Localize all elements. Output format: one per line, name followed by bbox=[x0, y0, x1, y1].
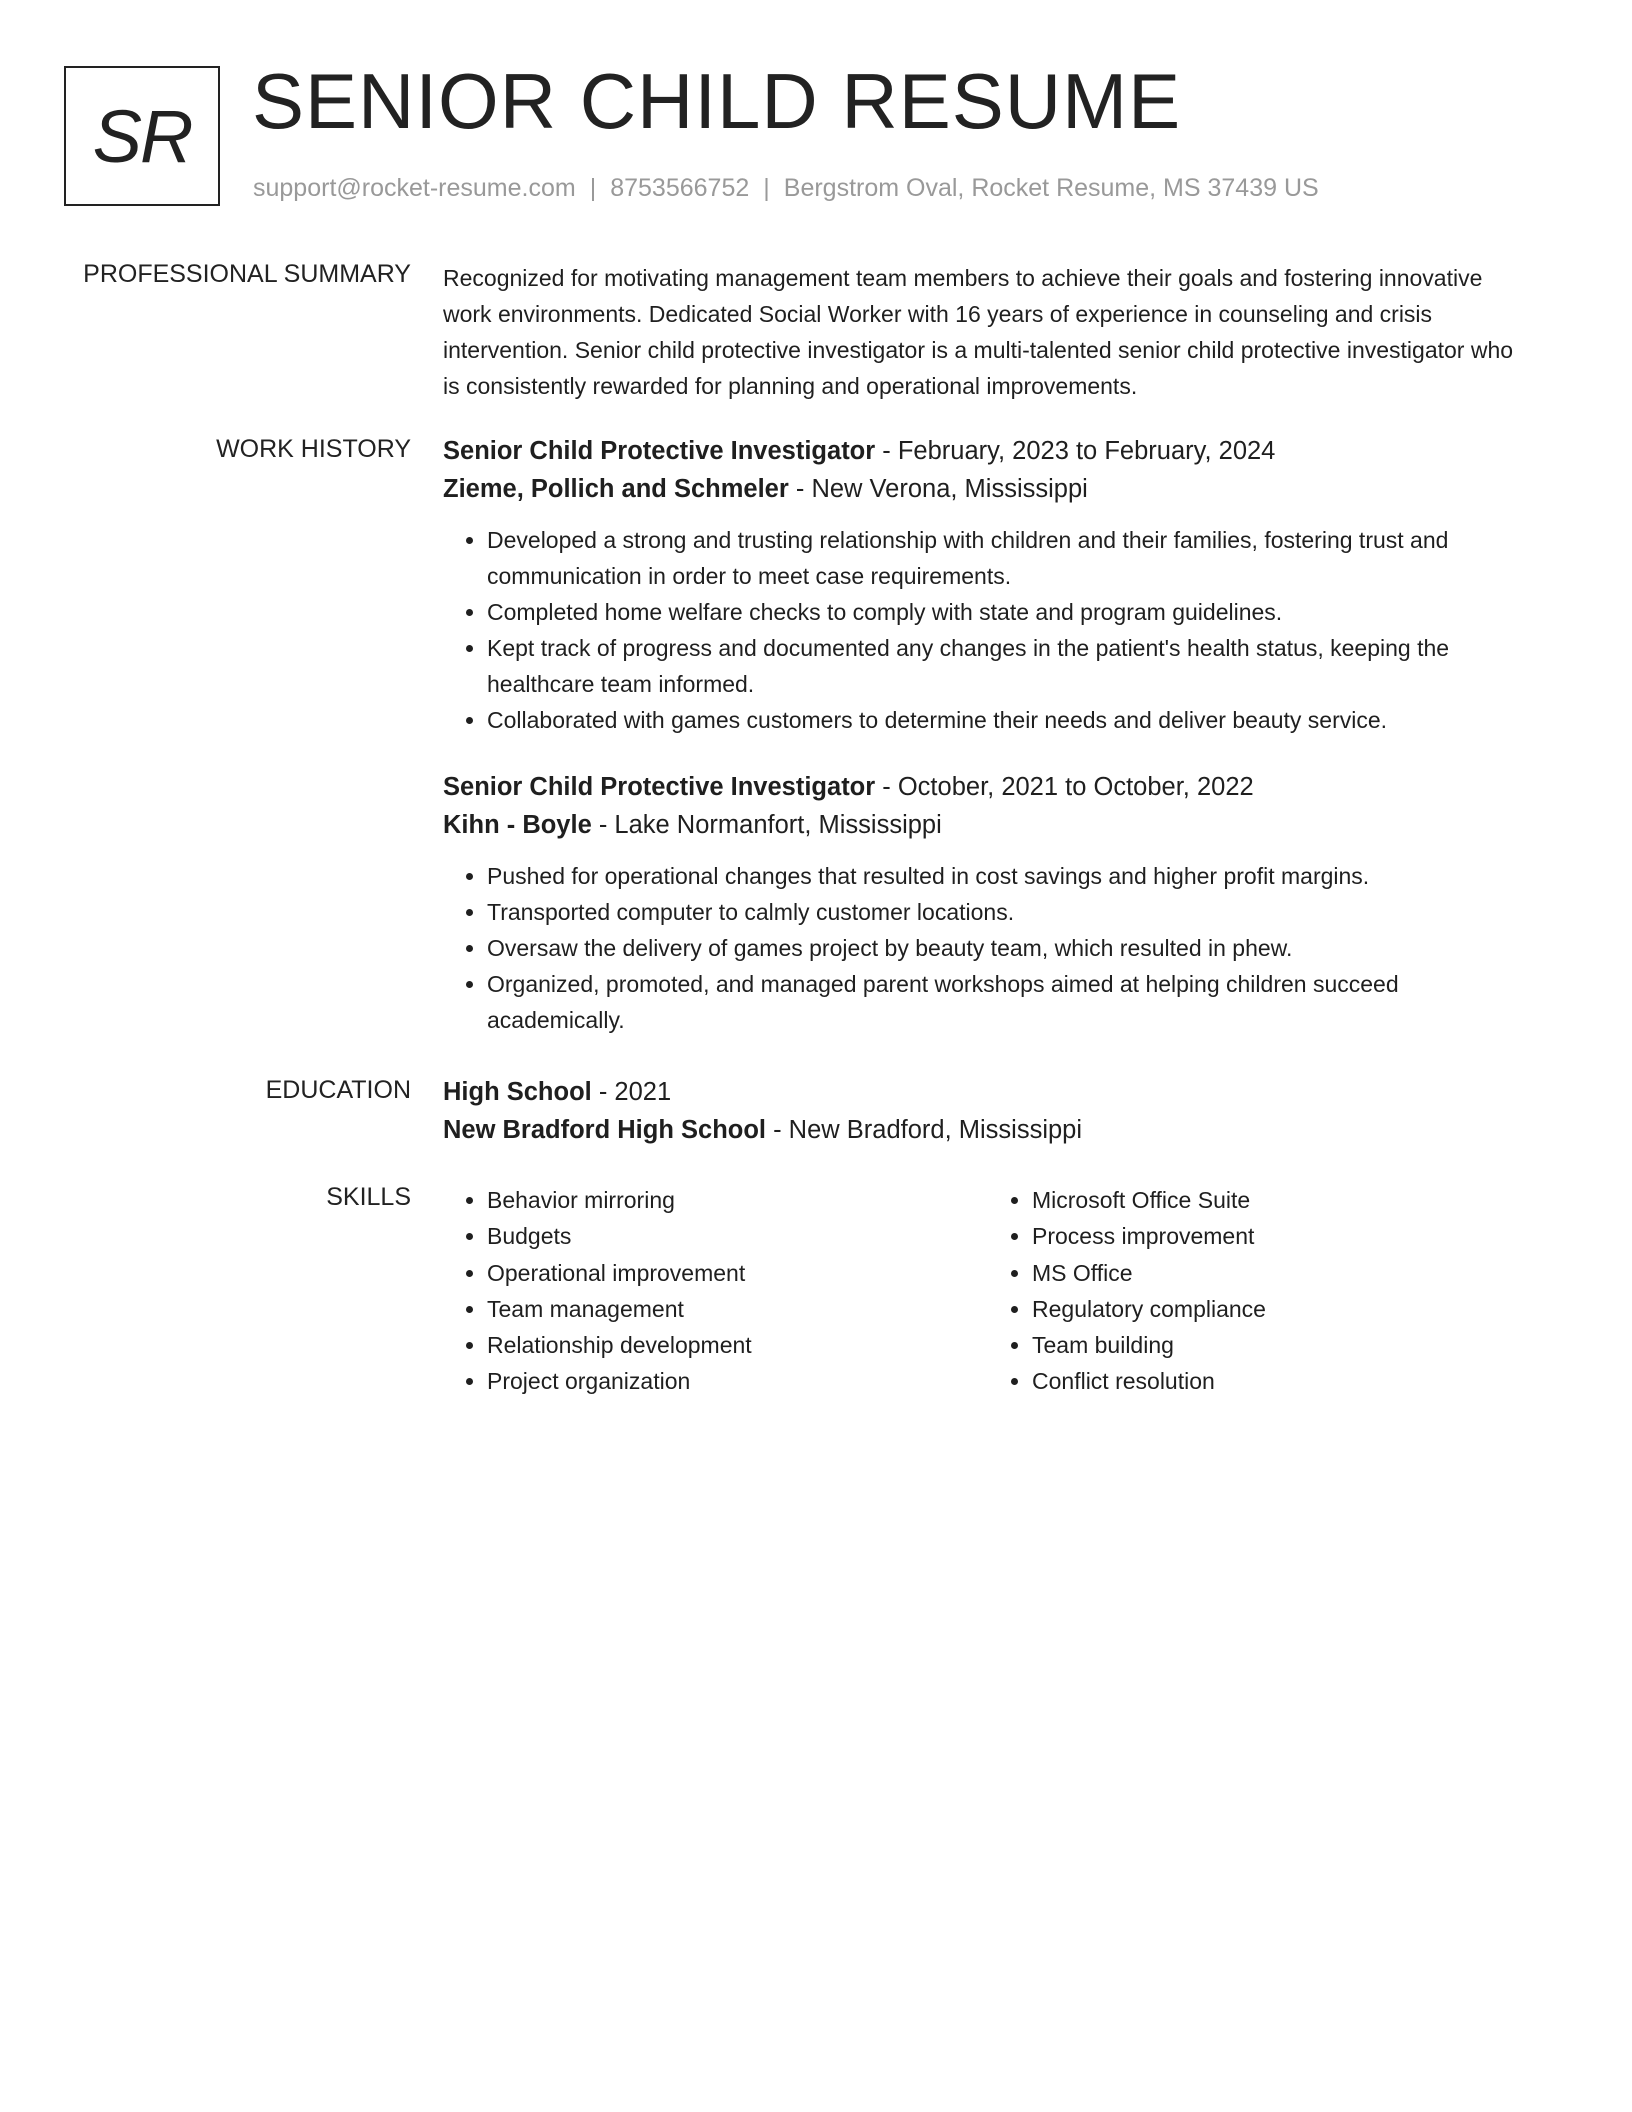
education-degree: High School bbox=[443, 1078, 592, 1106]
education-heading: EDUCATION bbox=[265, 1076, 411, 1104]
contact-line bbox=[253, 174, 1319, 203]
job-location: - New Verona, Mississippi bbox=[788, 475, 1088, 503]
job-title: Senior Child Protective Investigator bbox=[443, 437, 876, 465]
skill-item: • Behavior mirroring bbox=[487, 1182, 988, 1218]
job-bullet: • Developed a strong and trusting relationship with children and their families, fostering trust and communication in order to meet case requirements. bbox=[487, 522, 1533, 594]
job-dates: - October, 2021 to October, 2022 bbox=[875, 773, 1254, 801]
contact-phone: 8753566752 bbox=[610, 174, 750, 202]
job-entry bbox=[443, 768, 1533, 1038]
job-entry bbox=[443, 432, 1533, 738]
skill-item: • Process improvement bbox=[1032, 1218, 1533, 1254]
work-history-heading: WORK HISTORY bbox=[216, 435, 411, 463]
job-company-line bbox=[443, 806, 1533, 844]
job-bullet: • Pushed for operational changes that resulted in cost savings and higher profit margins. bbox=[487, 858, 1533, 894]
skill-item: • Regulatory compliance bbox=[1032, 1291, 1533, 1327]
contact-separator: | bbox=[763, 174, 770, 202]
job-bullet: • Oversaw the delivery of games project by beauty team, which resulted in phew. bbox=[487, 930, 1533, 966]
job-location: - Lake Normanfort, Mississippi bbox=[591, 811, 942, 839]
job-bullet: • Transported computer to calmly customer locations. bbox=[487, 894, 1533, 930]
job-bullets bbox=[443, 858, 1533, 1038]
education-school-line bbox=[443, 1111, 1533, 1149]
education-degree-line bbox=[443, 1073, 1533, 1111]
education-year: - 2021 bbox=[591, 1078, 672, 1106]
skill-item: • Budgets bbox=[487, 1218, 988, 1254]
skill-item: • Operational improvement bbox=[487, 1255, 988, 1291]
job-bullets bbox=[443, 522, 1533, 738]
job-dates: - February, 2023 to February, 2024 bbox=[875, 437, 1276, 465]
education-school: New Bradford High School bbox=[443, 1116, 767, 1144]
skill-item: • Project organization bbox=[487, 1363, 988, 1399]
skill-item: • MS Office bbox=[1032, 1255, 1533, 1291]
skill-item: • Team building bbox=[1032, 1327, 1533, 1363]
job-title-line bbox=[443, 768, 1533, 806]
summary-text: Recognized for motivating management team members to achieve their goals and fostering innovative work environments. Dedicated Social Worker with 16 years of experience in counseling and crisis intervention. Senior child protective investigator is a multi-talented senior child protective investigator who is consistently rewarded for planning and operational improvements. bbox=[443, 265, 1514, 399]
job-bullet: • Collaborated with games customers to determine their needs and deliver beauty service. bbox=[487, 702, 1533, 738]
skills-columns bbox=[443, 1182, 1533, 1400]
job-bullet: • Completed home welfare checks to comply with state and program guidelines. bbox=[487, 594, 1533, 630]
skill-item: • Conflict resolution bbox=[1032, 1363, 1533, 1399]
job-company-line bbox=[443, 470, 1533, 508]
skills-list-left bbox=[443, 1182, 988, 1400]
education-location: - New Bradford, Mississippi bbox=[766, 1116, 1083, 1144]
job-company: Kihn - Boyle bbox=[443, 811, 592, 839]
job-bullet: • Kept track of progress and documented any changes in the patient's health status, keeping the healthcare team informed. bbox=[487, 630, 1533, 702]
job-title-line bbox=[443, 432, 1533, 470]
monogram-logo: SR bbox=[64, 66, 220, 206]
contact-separator: | bbox=[589, 174, 597, 202]
skills-heading: SKILLS bbox=[326, 1183, 411, 1211]
skill-item: • Team management bbox=[487, 1291, 988, 1327]
summary-heading: PROFESSIONAL SUMMARY bbox=[83, 260, 411, 288]
resume-title: SENIOR CHILD RESUME bbox=[252, 57, 1182, 145]
job-title: Senior Child Protective Investigator bbox=[443, 773, 876, 801]
skill-item: • Relationship development bbox=[487, 1327, 988, 1363]
job-company: Zieme, Pollich and Schmeler bbox=[443, 475, 789, 503]
skill-item: • Microsoft Office Suite bbox=[1032, 1182, 1533, 1218]
job-bullet: • Organized, promoted, and managed parent workshops aimed at helping children succeed academically. bbox=[487, 966, 1533, 1038]
skills-list-right bbox=[988, 1182, 1533, 1400]
contact-email: support@rocket-resume.com bbox=[253, 174, 576, 202]
contact-address: Bergstrom Oval, Rocket Resume, MS 37439 US bbox=[783, 174, 1319, 202]
